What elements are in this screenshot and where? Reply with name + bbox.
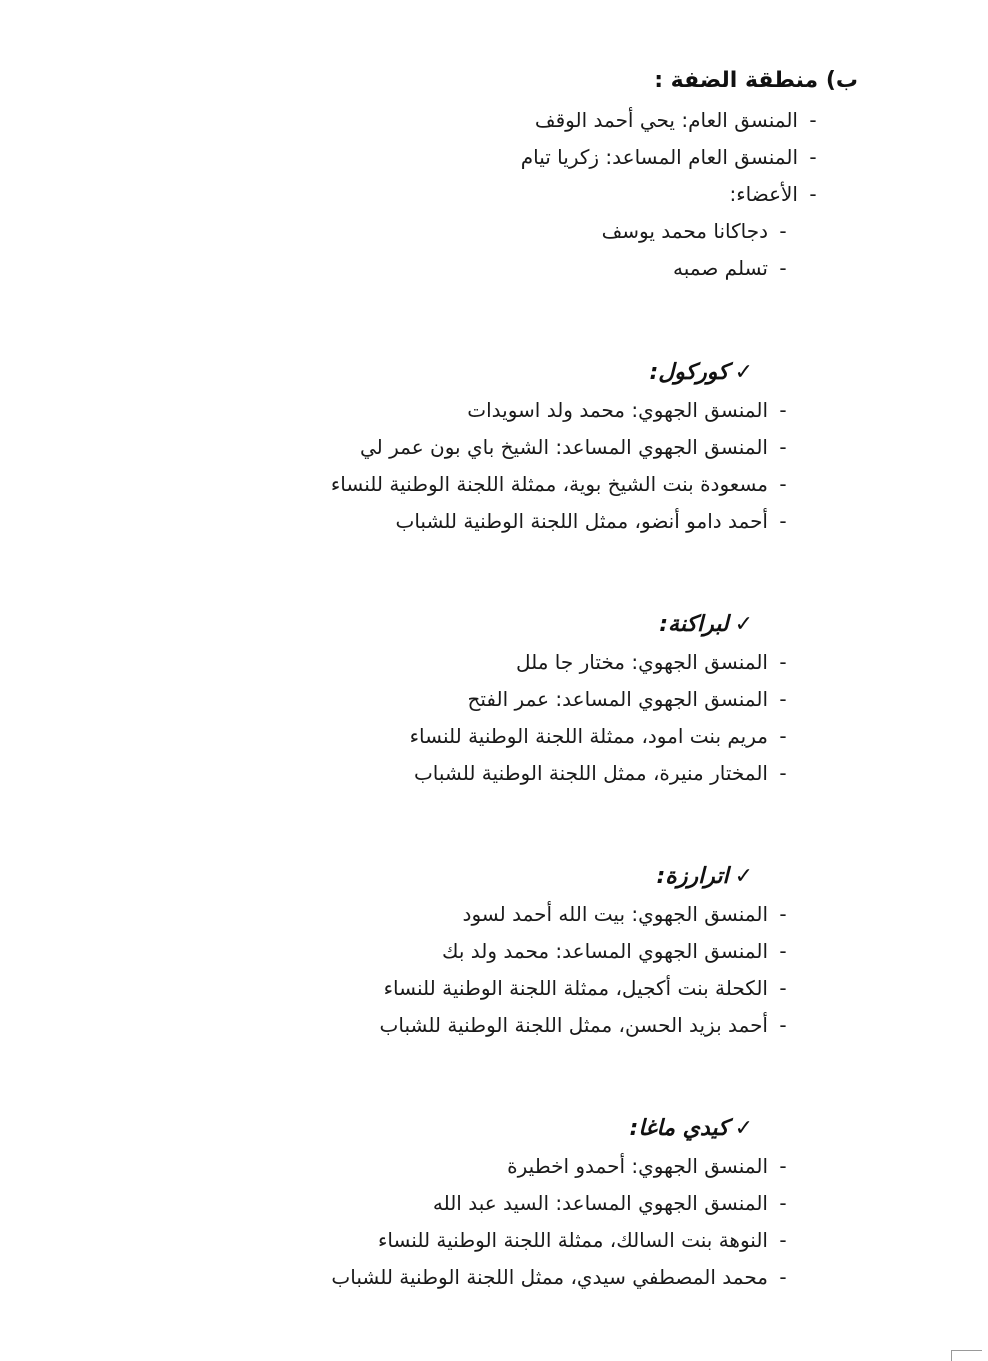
bullet-dash: - <box>779 1228 787 1252</box>
page-corner-mark <box>951 1350 982 1361</box>
list-item <box>521 143 828 171</box>
youth-representative: أحمد دامو أنضو، ممثل اللجنة الوطنية للشباب <box>395 509 768 533</box>
bullet-dash: - <box>779 1191 787 1215</box>
list-item <box>433 1189 798 1217</box>
list-item <box>380 1011 798 1039</box>
bullet-dash: - <box>779 219 787 243</box>
assistant-regional-coordinator: المنسق الجهوي المساعد: عمر الفتح <box>467 687 768 711</box>
checkmark-icon: ✓ <box>734 360 753 385</box>
assistant-regional-coordinator: المنسق الجهوي المساعد: الشيخ باي بون عمر لي <box>360 435 768 459</box>
bullet-dash: - <box>809 145 817 169</box>
bullet-dash: - <box>779 256 787 280</box>
member-name: دجاكانا محمد يوسف <box>601 219 768 243</box>
section-title <box>649 360 753 385</box>
bullet-dash: - <box>779 472 787 496</box>
women-representative: مسعودة بنت الشيخ بوية، ممثلة اللجنة الوطنية للنساء <box>330 472 768 496</box>
regional-coordinator: المنسق الجهوي: أحمدو اخطيرة <box>507 1154 768 1178</box>
bullet-dash: - <box>779 650 787 674</box>
assistant-regional-coordinator: المنسق الجهوي المساعد: محمد ولد بك <box>442 939 768 963</box>
bullet-dash: - <box>779 509 787 533</box>
bullet-dash: - <box>779 976 787 1000</box>
youth-representative: محمد المصطفي سيدي، ممثل اللجنة الوطنية للشباب <box>331 1265 768 1289</box>
list-item <box>378 1226 798 1254</box>
list-item <box>396 507 799 535</box>
bullet-dash: - <box>779 435 787 459</box>
youth-representative: أحمد بزيد الحسن، ممثل اللجنة الوطنية للشباب <box>379 1013 768 1037</box>
list-item <box>467 685 798 713</box>
women-representative: النوهة بنت السالك، ممثلة اللجنة الوطنية للنساء <box>377 1228 768 1252</box>
bullet-dash: - <box>809 182 817 206</box>
list-item <box>463 900 798 928</box>
list-item <box>535 106 828 134</box>
section-title <box>659 612 753 637</box>
member-item <box>673 254 798 282</box>
regional-coordinator: المنسق الجهوي: بيت الله أحمد لسود <box>462 902 768 926</box>
section-title-text: كوركول: <box>649 360 729 385</box>
bullet-dash: - <box>779 398 787 422</box>
list-item <box>516 648 798 676</box>
list-item <box>331 470 798 498</box>
bullet-dash: - <box>779 939 787 963</box>
youth-representative: المختار منيرة، ممثل اللجنة الوطنية للشباب <box>413 761 768 785</box>
bullet-dash: - <box>779 1013 787 1037</box>
bullet-dash: - <box>809 108 817 132</box>
list-item <box>507 1152 798 1180</box>
bullet-dash: - <box>779 724 787 748</box>
women-representative: الكحلة بنت أكجيل، ممثلة اللجنة الوطنية للنساء <box>383 976 768 1000</box>
section-title-text: كيدي ماغا: <box>629 1116 729 1141</box>
member-name: تسلم صمبه <box>673 256 768 280</box>
list-item <box>384 974 798 1002</box>
bullet-dash: - <box>779 902 787 926</box>
list-item <box>730 180 828 208</box>
bullet-dash: - <box>779 761 787 785</box>
list-item <box>410 722 798 750</box>
section-title <box>657 864 754 889</box>
section-title-text: اترارزة: <box>656 864 729 889</box>
checkmark-icon: ✓ <box>734 864 753 889</box>
women-representative: مريم بنت امود، ممثلة اللجنة الوطنية للنساء <box>409 724 768 748</box>
checkmark-icon: ✓ <box>734 612 753 637</box>
list-item <box>467 396 798 424</box>
assistant-regional-coordinator: المنسق الجهوي المساعد: السيد عبد الله <box>432 1191 768 1215</box>
list-item <box>442 937 798 965</box>
regional-coordinator: المنسق الجهوي: مختار جا ملل <box>515 650 768 674</box>
bullet-dash: - <box>779 1154 787 1178</box>
member-item <box>602 217 798 245</box>
list-item <box>360 433 798 461</box>
list-item <box>414 759 798 787</box>
members-label: الأعضاء: <box>729 182 798 206</box>
bullet-dash: - <box>779 687 787 711</box>
bullet-dash: - <box>779 1265 787 1289</box>
general-coordinator: المنسق العام: يحي أحمد الوقف <box>534 108 798 132</box>
section-title <box>630 1116 753 1141</box>
regional-coordinator: المنسق الجهوي: محمد ولد اسويدات <box>467 398 768 422</box>
list-item <box>331 1263 798 1291</box>
section-title-text: لبراكنة: <box>659 612 729 637</box>
checkmark-icon: ✓ <box>734 1116 753 1141</box>
region-title: ب) منطقة الضفة : <box>654 68 858 93</box>
assistant-general-coordinator: المنسق العام المساعد: زكريا تيام <box>520 145 798 169</box>
